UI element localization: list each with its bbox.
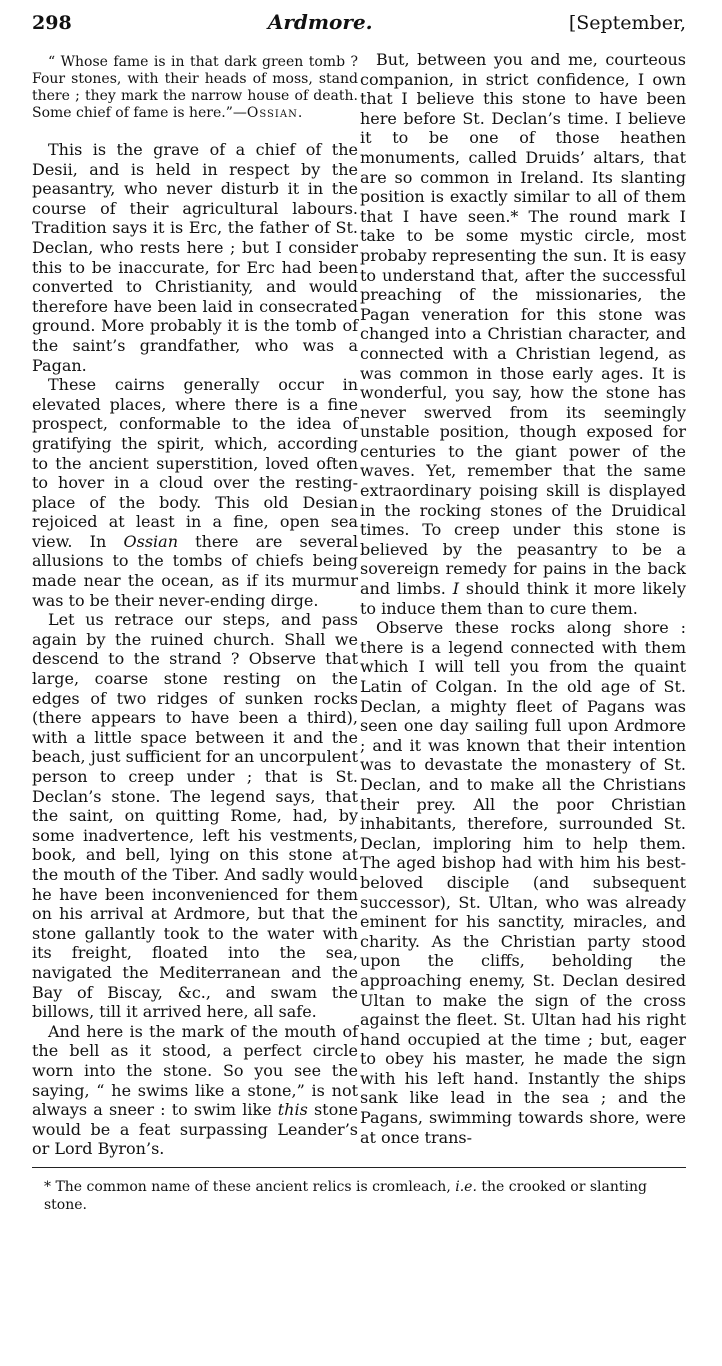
text-run: But, between you and me, courteous companion, in strict confidence, I own that I believe this stone to have been here before St. Declan’s time. I believe it to be one of those heathen monuments, called Druids’ altars, that are so common in Ireland. Its slanting position is exactly similar to all of them that I have seen.* The round mark I take to be some mystic circle, most probaby representing the sun. It is easy to understand that, after the successful preaching of the missionaries, the Pagan veneration for this stone was changed into a Christian character, and connected with a Christian legend, as was common in those early ages. It is wonderful, you say, how the stone has never swerved from its seemingly unstable position, though exposed for centuries to the giant power of the waves. Yet, remember that the same extraordinary poising skill is displayed in the rocking stones of the Druidical times. To creep under this stone is believed by the peasantry to be a sovereign remedy for pains in the back and limbs. [360, 50, 686, 599]
paragraph [32, 375, 358, 610]
epigraph-quote: “ Whose fame is in that dark green tomb ? Four stones, with their heads of moss, stand there ; they mark the narrow house of death. Some chief of fame is here.”— [32, 54, 358, 121]
right-column [360, 50, 686, 1159]
paragraph: Observe these rocks along shore : there is a legend connected with them which I will tell you from the quaint Latin of Colgan. In the old age of St. Declan, a mighty fleet of Pagans was seen one day sailing full upon Ardmore ; and it was known that their intention was to devastate the monastery of St. Declan, and to make all the Christians their prey. All the poor Christian inhabitants, therefore, surrounded St. Declan, imploring him to help them. The aged bishop had with him his best-beloved disciple (and subsequent successor), St. Ultan, who was already eminent for his sanctity, miracles, and charity. As the Christian party stood upon the cliffs, beholding the approaching enemy, St. Declan desired Ultan to make the sign of the cross against the fleet. St. Ultan had his right hand occupied at the time ; but, eager to obey his master, he made the sign with his left hand. Instantly the ships sank like lead in the sea ; and the Pagans, swimming towards shore, were at once trans- [360, 618, 686, 1147]
page-number: 298 [32, 12, 72, 34]
epigraph-author: Ossian. [246, 105, 304, 121]
paragraph: Let us retrace our steps, and pass again by the ruined church. Shall we descend to the strand ? Observe that large, coarse stone resting on the edges of two ridges of sunken rocks (there appears to have been a third), with a little space between it and the beach, just sufficient for an uncorpulent person to creep under ; that is St. Declan’s stone. The legend says, that the saint, on quitting Rome, had, by some inadvertence, left his vestments, book, and bell, lying on this stone at the mouth of the Tiber. And sadly would he have been inconvenienced for them on his arrival at Ardmore, but that the stone gallantly took to the water with its freight, floated into the sea, navigated the Mediterranean and the Bay of Biscay, &c., and swam the billows, till it arrived here, all safe. [32, 610, 358, 1022]
italic-i: I [452, 579, 460, 599]
text-run: stone would be a feat surpassing Leander’s or Lord Byron’s. [32, 1100, 358, 1159]
paragraph [360, 50, 686, 618]
text-run: there are several allusions to the tombs of chiefs being made near the ocean, as if its murmur was to be their never-ending dirge. [32, 531, 358, 610]
text-run: should think it more likely to induce them than to cure them. [360, 579, 686, 618]
paragraph: This is the grave of a chief of the Desii, and is held in respect by the peasantry, who never disturb it in the course of their agricultural labours. Tradition says it is Erc, the father of St. Declan, who rests here ; but I consider this to be inaccurate, for Erc had been converted to Christianity, and would therefore have been laid in consecrated ground. More probably it is the tomb of the saint’s grandfather, who was a Pagan. [32, 140, 358, 375]
epigraph [32, 54, 358, 122]
text-columns [32, 50, 686, 1159]
running-title: Ardmore. [267, 10, 373, 34]
page-header [32, 10, 686, 44]
running-month: [September, [568, 12, 686, 34]
italic-ie: i.e. [455, 1178, 477, 1195]
italic-this: this [277, 1100, 308, 1120]
text-run: * The common name of these ancient relics is cromleach, [44, 1178, 456, 1195]
text-run: These cairns generally occur in elevated places, where there is a fine prospect, conformable to the idea of gratifying the spirit, which, according to the ancient superstition, loved often to hover in a cloud over the resting-place of the body. This old Desian rejoiced at least in a fine, open sea view. In [32, 375, 358, 551]
left-column [32, 50, 358, 1159]
footnote [32, 1178, 686, 1214]
paragraph [32, 1022, 358, 1159]
footnote-rule [32, 1167, 686, 1168]
italic-ossian: Ossian [123, 531, 178, 551]
text-run: the crooked or slanting stone. [44, 1178, 647, 1213]
text-run: And here is the mark of the mouth of the bell as it stood, a perfect circle worn into the stone. So you see the saying, “ he swims like a stone,” is not always a sneer : to swim like [32, 1021, 358, 1120]
